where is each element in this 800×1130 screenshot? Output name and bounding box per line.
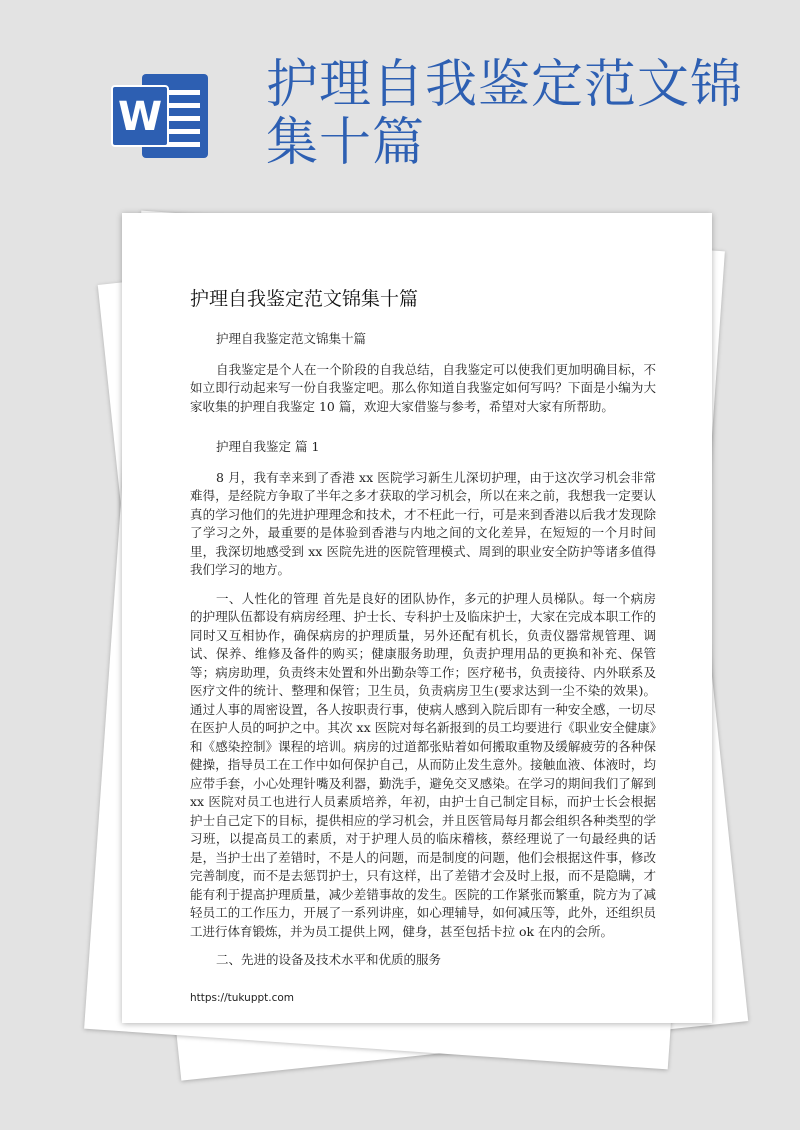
paragraph-3: 二、先进的设备及技术水平和优质的服务 — [216, 952, 442, 967]
paragraph-2: 一、人性化的管理 首先是良好的团队协作，多元的护理人员梯队。每一个病房的护理队伍都设有病房经理、护士长、专科护士及临床护士，大家在完成本职工作的同时又互相协作，确保病房的护理质量，另外还配有机长，负责仪器常规管理、调试、保养、维修及备件的购买；健康服务助理，负责护理用品的更换和补充、保管等；病房助理，负责终末处置和外出勤杂等工作；医疗秘书，负责接待、内外联系及医疗文件的统计、整理和保管；卫生员，负责病房卫生(要求达到一尘不染的效果)。通过人事的周密设置，各人按职责行事，使病人感到入院后即有一种安全感，一切尽在医护人员的呵护之中。其次 xx 医院对每名新报到的员工均要进行《职业安全健康》和《感染控制》课程的培训。病房的过道都张贴着如何搬取重物及缓解疲劳的各种保健操，指导员工在工作中如何保护自己，从而防止发生意外。接触血液、体液时，均应带手套，小心处理针嘴及利器，勤洗手，避免交叉感染。在学习的期间我们了解到 xx 医院对员工也进行人员素质培养，年初，由护士自己制定目标，而护士长会根据护士自己定下的目标，提供相应的学习机会，并且医管局每月都会组织各种类型的学习班，以提高员工的素质，对于护理人员的临床稽核，蔡经理说了一句最经典的话是，当护士出了差错时，不是人的问题，而是制度的问题，他们会根据这件事，修改完善制度，而不是去惩罚护士，只有这样，出了差错才会及时上报，而不是隐瞒，才能有利于提高护理质量，减少差错事故的发生。医院的工作紧张而繁重，院方为了减轻员工的工作压力，开展了一系列讲座，如心理辅导，如何减压等，此外，还组织员工进行体育锻炼，并为员工提供上网，健身，甚至包括卡拉 ok 在内的会所。 — [190, 590, 656, 939]
word-document-icon — [108, 68, 212, 164]
document-body — [190, 320, 656, 980]
page-title: 护理自我鉴定范文锦集十篇 — [266, 55, 744, 173]
section-heading: 护理自我鉴定 篇 1 — [216, 439, 320, 454]
word-letter: W — [117, 94, 163, 140]
source-url: https://tukuppt.com — [190, 992, 295, 1004]
paragraph-1: 8 月，我有幸来到了香港 xx 医院学习新生儿深切护理，由于这次学习机会非常难得，是经院方争取了半年之多才获取的学习机会，所以在来之前，我想我一定要认真的学习他们的先进护理理念和技术，才不枉此一行，可是来到香港以后我才发现除了学习之外，最重要的是体验到香港与内地之间的文化差异，在短短的一个月时间里，我深切地感受到 xx 医院先进的医院管理模式、周到的职业安全防护等诸多值得我们学习的地方。 — [190, 469, 656, 577]
intro-paragraph: 自我鉴定是个人在一个阶段的自我总结，自我鉴定可以使我们更加明确目标，不如立即行动起来写一份自我鉴定吧。那么你知道自我鉴定如何写吗？下面是小编为大家收集的护理自我鉴定 10 篇，欢迎大家借鉴与参考，希望对大家有所帮助。 — [190, 361, 656, 414]
document-title: 护理自我鉴定范文锦集十篇 — [190, 288, 419, 310]
document-subtitle: 护理自我鉴定范文锦集十篇 — [216, 331, 367, 346]
